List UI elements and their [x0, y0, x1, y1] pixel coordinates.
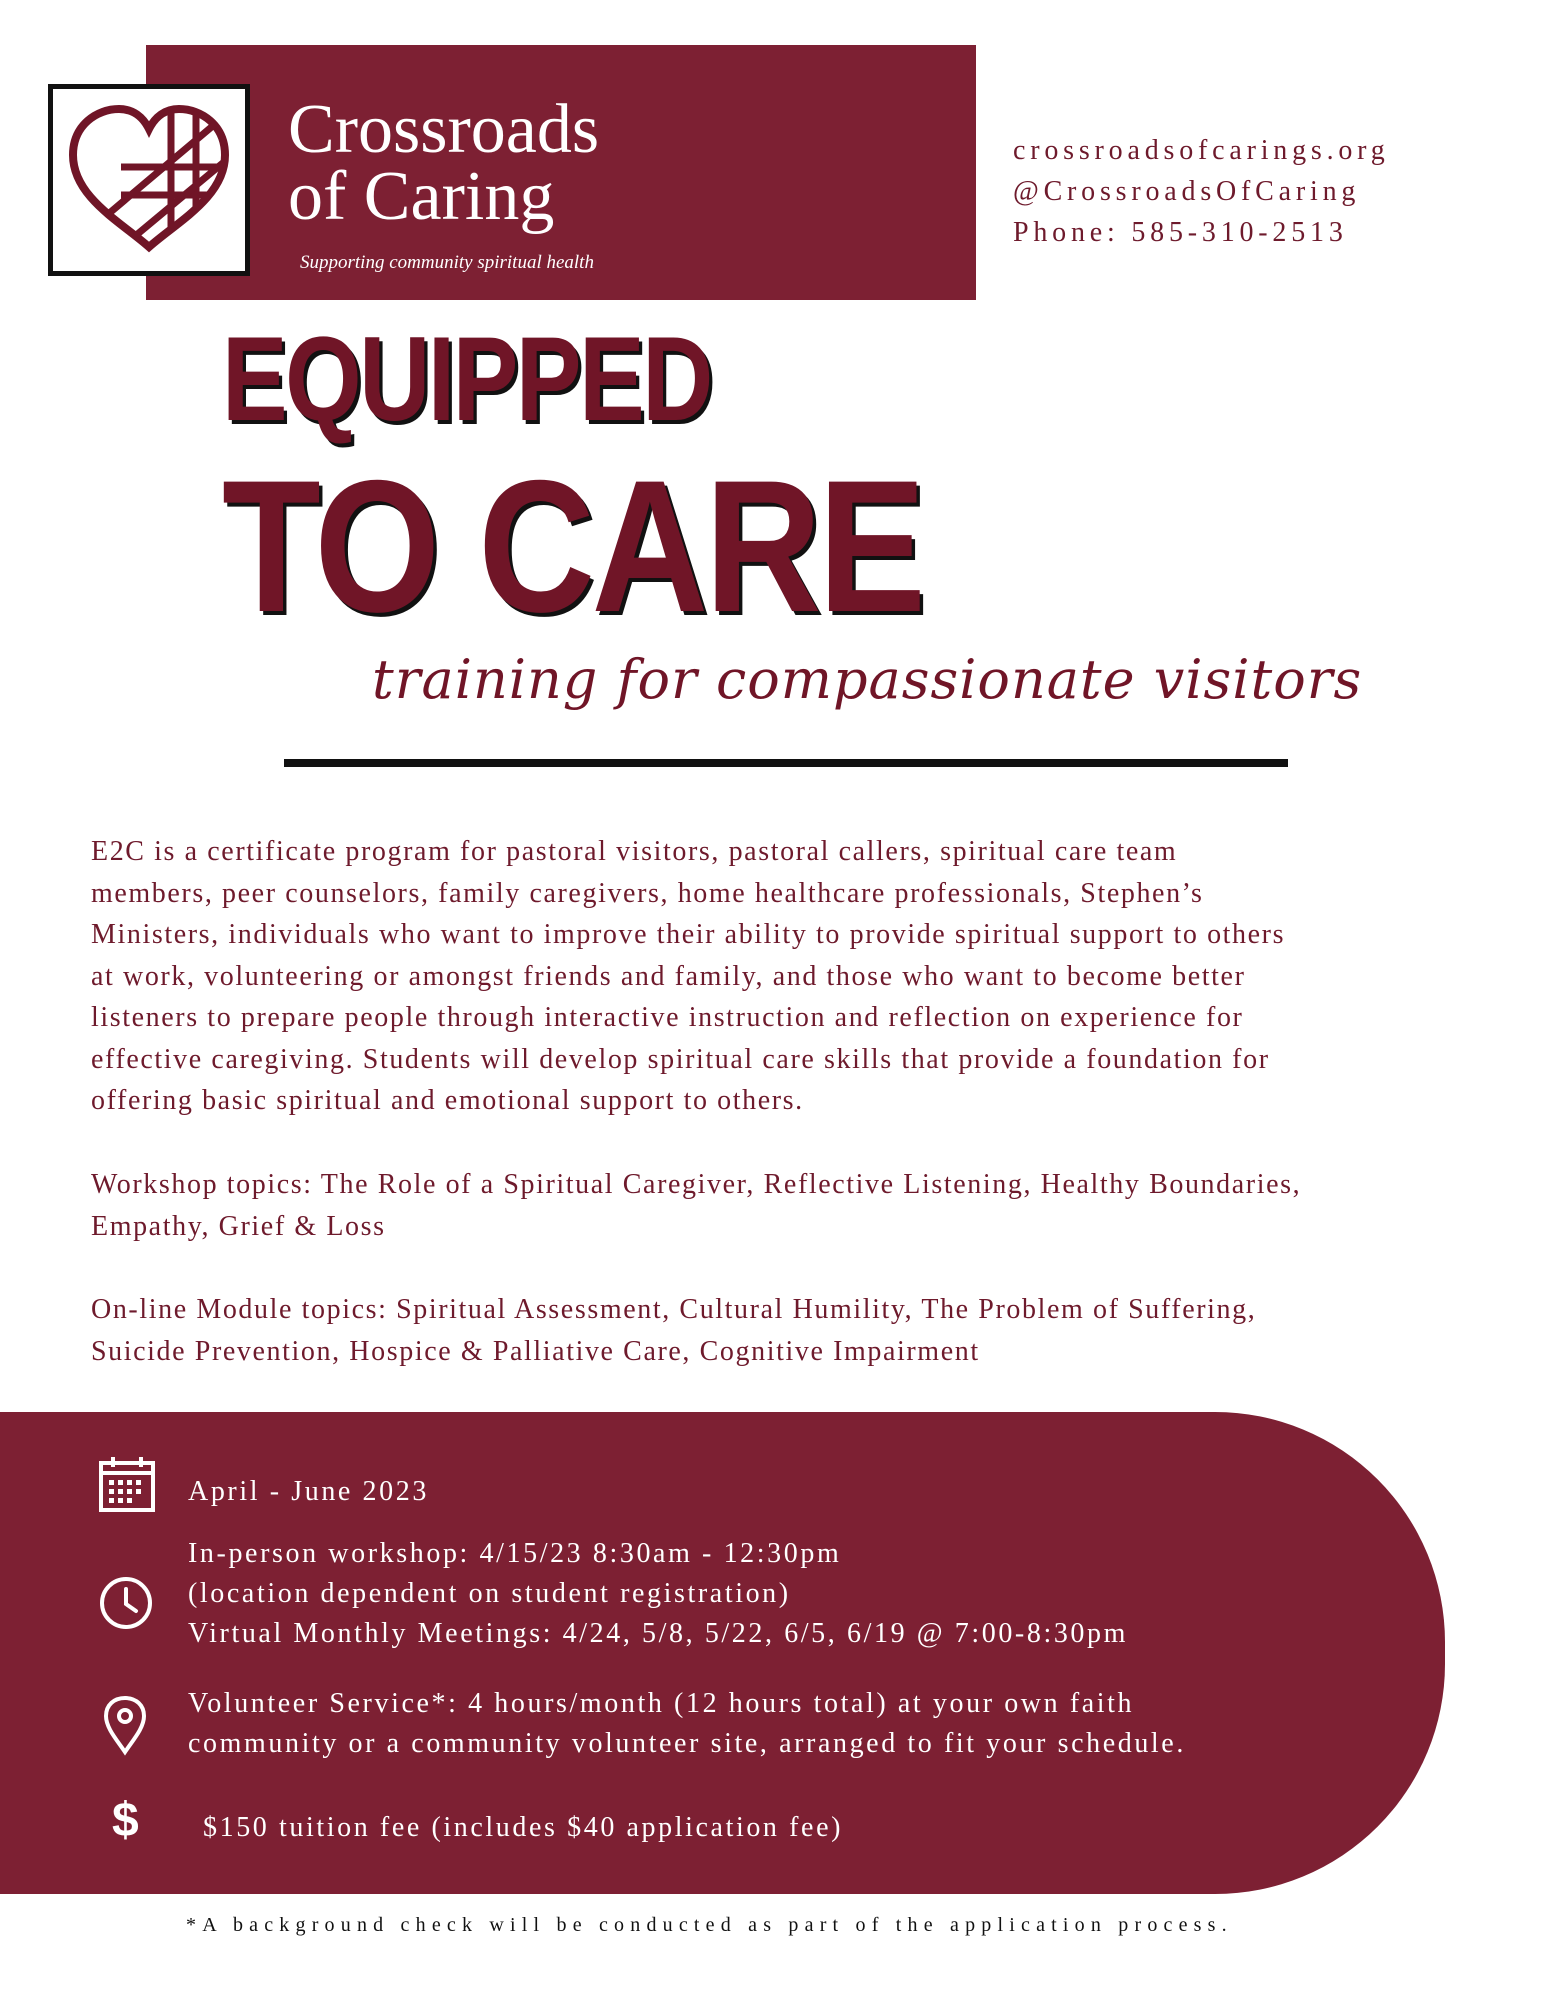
clock-icon	[98, 1575, 154, 1631]
text-line: Empathy, Grief & Loss	[91, 1210, 386, 1242]
brand-name-line1: Crossroads	[288, 91, 600, 168]
subtitle: training for compassionate visitors	[372, 648, 1363, 711]
text-line: Workshop topics: The Role of a Spiritual Caregiver, Reflective Listening, Healthy Boundaries,	[91, 1169, 1302, 1200]
title-line1: EQUIPPED	[222, 312, 711, 446]
text-line: at work, volunteering or amongst friends and family, and those who want to become better	[91, 960, 1246, 992]
intro-paragraph	[91, 831, 1501, 1122]
text-line: members, peer counselors, family caregivers, home healthcare professionals, Stephen’s	[91, 877, 1204, 909]
brand-tagline: Supporting community spiritual health	[300, 252, 594, 273]
tuition-text: $150 tuition fee (includes $40 application fee)	[203, 1812, 844, 1843]
brand-name-line2: of Caring	[288, 158, 555, 235]
title-line2: TO CARE	[222, 441, 923, 651]
text-line: E2C is a certificate program for pastoral visitors, pastoral callers, spiritual care team	[91, 836, 1178, 867]
text-line: offering basic spiritual and emotional support to others.	[91, 1085, 804, 1116]
divider	[284, 759, 1288, 767]
logo	[48, 84, 250, 276]
schedule-line: Virtual Monthly Meetings: 4/24, 5/8, 5/22, 6/5, 6/19 @ 7:00-8:30pm	[188, 1618, 1129, 1649]
text-line: listeners to prepare people through interactive instruction and reflection on experience for	[91, 1002, 1244, 1033]
schedule-text	[188, 1534, 1128, 1654]
volunteer-line: Volunteer Service*: 4 hours/month (12 hours total) at your own faith	[188, 1688, 1135, 1719]
phone-number: Phone: 585-310-2513	[1013, 217, 1348, 248]
contact-block	[1013, 130, 1390, 253]
dollar-sign: $	[112, 1794, 139, 1847]
module-topics	[91, 1289, 1501, 1372]
heart-lattice-icon	[61, 97, 237, 263]
volunteer-text	[188, 1684, 1186, 1764]
workshop-topics	[91, 1164, 1501, 1247]
schedule-line: (location dependent on student registration)	[188, 1578, 791, 1609]
social-handle[interactable]: @CrossroadsOfCaring	[1013, 176, 1361, 207]
website-link[interactable]: crossroadsofcarings.org	[1013, 135, 1390, 166]
calendar-icon	[98, 1455, 156, 1513]
dates-text: April - June 2023	[188, 1476, 429, 1507]
text-line: Suicide Prevention, Hospice & Palliative Care, Cognitive Impairment	[91, 1335, 980, 1367]
text-line: effective caregiving. Students will develop spiritual care skills that provide a foundation for	[91, 1043, 1270, 1075]
schedule-line: In-person workshop: 4/15/23 8:30am - 12:30pm	[188, 1538, 842, 1569]
volunteer-line: community or a community volunteer site, arranged to fit your schedule.	[188, 1728, 1186, 1759]
location-pin-icon	[102, 1694, 148, 1756]
brand-name	[288, 91, 600, 235]
text-line: Ministers, individuals who want to improve their ability to provide spiritual support to others	[91, 919, 1286, 950]
text-line: On-line Module topics: Spiritual Assessment, Cultural Humility, The Problem of Suffering,	[91, 1294, 1257, 1325]
footnote: *A background check will be conducted as part of the application process.	[186, 1914, 1233, 1936]
